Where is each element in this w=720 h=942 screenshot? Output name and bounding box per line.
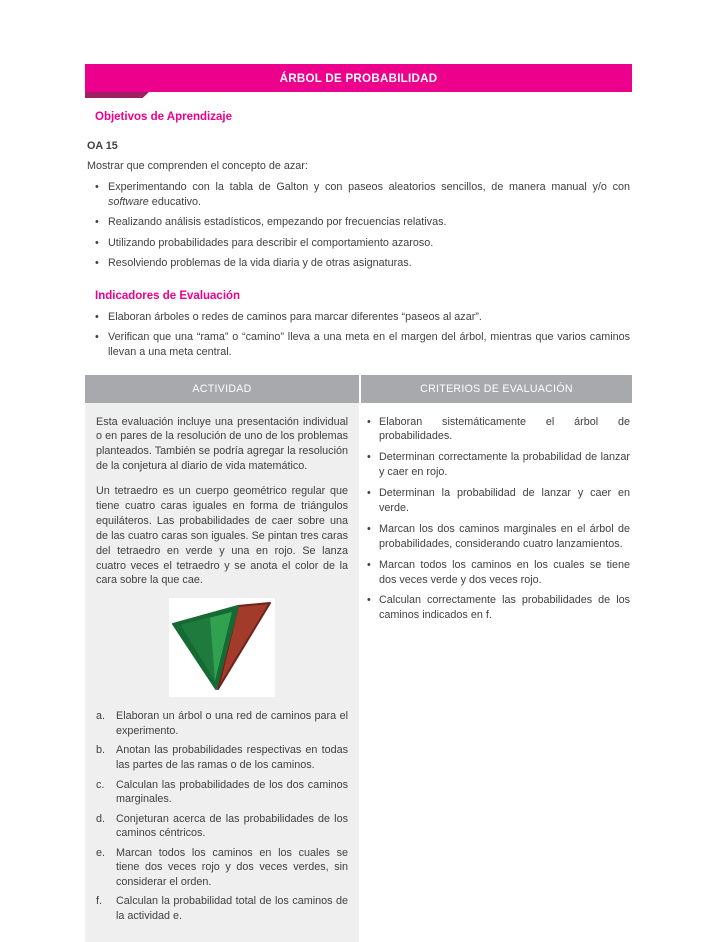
bullet-icon: •	[95, 236, 99, 249]
list-item-text: Elaboran árboles o redes de caminos para marcar diferentes “paseos al azar”.	[108, 310, 482, 323]
tetrahedron-image	[169, 598, 275, 697]
lettered-item	[96, 778, 348, 807]
bullet-icon: •	[367, 415, 371, 428]
bullet-icon: •	[95, 257, 99, 270]
bullet-icon: •	[367, 522, 371, 535]
lettered-item	[96, 743, 348, 772]
objetivos-intro: Mostrar que comprenden el concepto de azar:	[87, 160, 308, 172]
criterio-item	[367, 450, 630, 480]
item-text: Marcan todos los caminos en los cuales se tiene dos veces rojo y dos veces verdes, sin considerar el orden.	[116, 846, 348, 888]
criterio-text: Elaboran sistemáticamente el árbol de probabilidades.	[379, 415, 630, 443]
item-text: Elaboran un árbol o una red de caminos para el experimento.	[116, 710, 348, 737]
criterio-text: Determinan correctamente la probabilidad de lanzar y caer en rojo.	[379, 451, 630, 479]
item-letter: f.	[96, 895, 102, 908]
actividad-paragraph: Esta evaluación incluye una presentación individual o en pares de la resolución de uno de los problemas planteados. También se podría agregar la resolución de la conjetura al diario de vida matemático.	[96, 415, 348, 473]
evaluation-table	[85, 375, 632, 942]
actividad-items	[96, 709, 348, 923]
bullet-icon: •	[367, 594, 371, 607]
actividad-column-header: ACTIVIDAD	[85, 375, 359, 403]
item-text: Calculan la probabilidad total de los caminos de la actividad e.	[116, 895, 348, 923]
lettered-item	[96, 812, 348, 841]
list-item-text	[108, 180, 632, 209]
criterios-cell	[361, 403, 632, 643]
item-text: Anotan las probabilidades respectivas en todas las partes de las ramas o de los caminos.	[116, 744, 348, 771]
list-item	[95, 256, 632, 271]
document-page	[85, 64, 632, 942]
oa-code: OA 15	[87, 140, 118, 152]
item-letter: a.	[96, 710, 106, 723]
list-item	[95, 236, 632, 251]
list-item-text: Resolviendo problemas de la vida diaria y de otras asignaturas.	[108, 257, 412, 270]
bullet-icon: •	[95, 310, 99, 323]
indicadores-heading: Indicadores de Evaluación	[95, 289, 241, 302]
title-bar	[85, 64, 632, 92]
criterio-text: Marcan todos los caminos en los cuales se tiene dos veces verde y dos veces rojo.	[379, 558, 630, 586]
criterio-text: Determinan la probabilidad de lanzar y caer en verde.	[379, 487, 630, 514]
list-item-text: Verifican que una “rama” o “camino” lleva a una meta en el margen del árbol, mientras que varios caminos llevan a una meta central.	[108, 331, 630, 358]
bullet-icon: •	[367, 558, 371, 571]
list-item	[95, 310, 632, 325]
lettered-item	[96, 709, 348, 738]
criterio-item	[367, 522, 630, 552]
bullet-icon: •	[95, 331, 99, 344]
list-item	[95, 180, 632, 209]
indicadores-list	[85, 310, 632, 360]
item-text: Calculan las probabilidades de los dos caminos marginales.	[116, 778, 348, 806]
item-letter: c.	[96, 778, 105, 791]
actividad-paragraph: Un tetraedro es un cuerpo geométrico regular que tiene cuatro caras iguales en forma de triángulos equiláteros. Las probabilidades de caer sobre una de las cuatro caras son iguales. Se pintan tres caras del tetraedro en verde y una en rojo. Se lanza cuatro veces el tetraedro y se anota el color de la cara sobre la que cae.	[96, 485, 348, 587]
criterio-text: Marcan los dos caminos marginales en el árbol de probabilidades, considerando cuatro lanzamientos.	[379, 522, 630, 550]
criterios-column-header: CRITERIOS DE EVALUACIÓN	[361, 375, 632, 403]
item-letter: b.	[96, 744, 106, 757]
criterio-text: Calculan correctamente las probabilidades de los caminos indicados en f.	[379, 594, 630, 622]
tetrahedron-icon	[172, 602, 272, 690]
objetivos-list	[85, 180, 632, 271]
list-item-text-italic: software	[108, 195, 149, 208]
list-item-text: Utilizando probabilidades para describir el comportamiento azaroso.	[108, 236, 434, 249]
criterio-item	[367, 415, 630, 445]
item-text: Conjeturan acerca de las probabilidades de los caminos céntricos.	[116, 812, 348, 840]
lettered-item	[96, 846, 348, 890]
criterio-item	[367, 486, 630, 516]
actividad-cell	[85, 403, 359, 942]
bullet-icon: •	[95, 181, 99, 193]
lettered-item	[96, 894, 348, 923]
bullet-icon: •	[95, 216, 99, 229]
item-letter: d.	[96, 812, 106, 825]
item-letter: e.	[96, 846, 106, 859]
objetivos-heading: Objetivos de Aprendizaje	[95, 111, 232, 123]
criterio-item	[367, 593, 630, 623]
actividad-column	[85, 375, 359, 942]
title-bar-fold	[85, 92, 149, 98]
list-item-text-part: Experimentando con la tabla de Galton y con paseos aleatorios sencillos, de manera manual y/o con	[108, 181, 630, 193]
list-item	[95, 215, 632, 230]
criterio-item	[367, 558, 630, 588]
page-title: ÁRBOL DE PROBABILIDAD	[279, 71, 438, 85]
list-item	[95, 330, 632, 359]
criterios-column	[361, 375, 632, 942]
list-item-text-part: educativo.	[148, 195, 202, 208]
bullet-icon: •	[367, 451, 371, 464]
list-item-text: Realizando análisis estadísticos, empezando por frecuencias relativas.	[108, 216, 447, 229]
bullet-icon: •	[367, 487, 371, 500]
